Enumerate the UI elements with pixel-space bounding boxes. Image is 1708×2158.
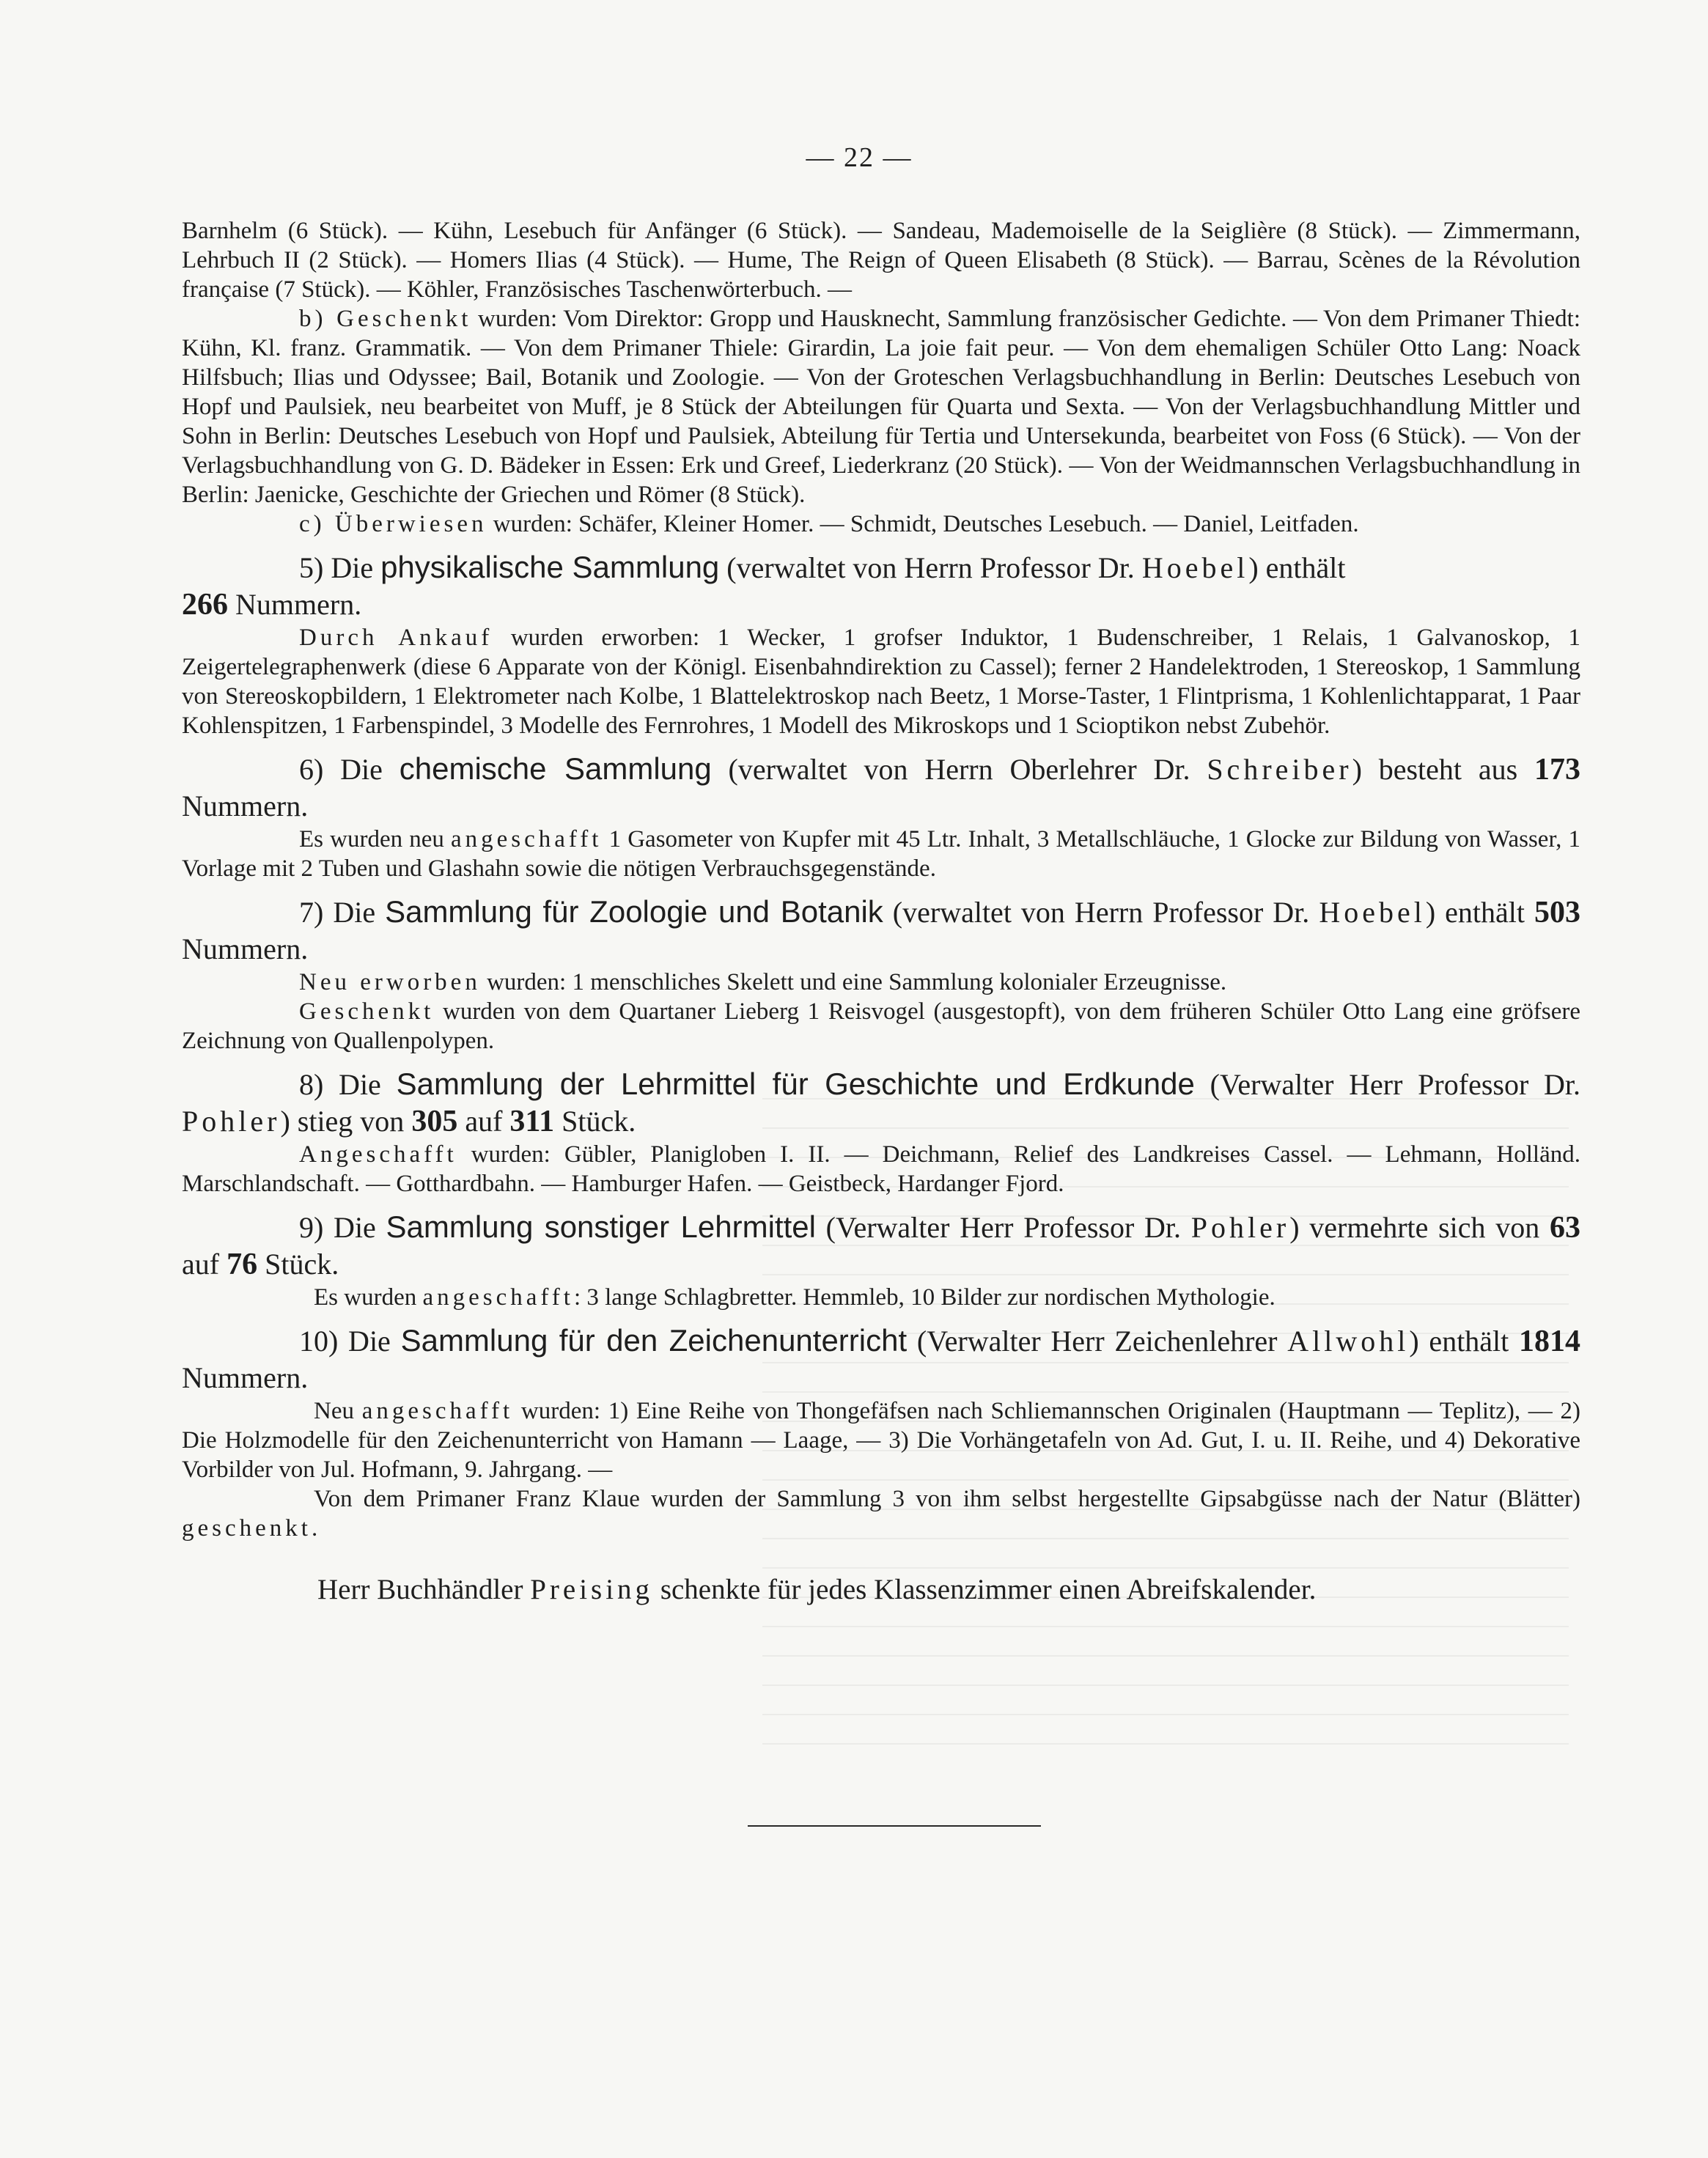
- section-text: (verwaltet von Herrn Oberlehrer Dr.: [711, 753, 1207, 786]
- physics-purchases-text: wurden erworben: 1 Wecker, 1 grofser Induktor, 1 Budenschreiber, 1 Relais, 1 Galvanoskop, 1 Zeigertelegraphenwerk (diese 6 Apparate von der Königl. Eisenbahndirektion zu Cassel); ferner 2 Handelektroden, 1 Stereoskop, 1 Sammlung von Stereoskopbildern, 1 Elektrometer nach Kolbe, 1 Blattelektroskop nach Beetz, 1 Morse-Taster, 1 Flintprisma, 1 Kohlenlichtapparat, 1 Paar Kohlenspitzen, 1 Farbenspindel, 3 Modelle des Fernrohres, 1 Modell des Mikroskops und 1 Scioptikon nebst Zubehör.: [182, 625, 1580, 739]
- transfers-text: wurden: Schäfer, Kleiner Homer. — Schmidt, Deutsches Lesebuch. — Daniel, Leitfaden.: [487, 511, 1359, 537]
- section-text: auf: [182, 1248, 227, 1281]
- drawing-purchases-text: wurden: 1) Eine Reihe von Thongefäfsen nach Schliemannschen Originalen (Hauptmann — Teplitz), — 2) Die Holzmodelle für den Zeichenunterricht von Hamann — Laage, — 3) Die Vorhängetafeln von Ad. Gut, I. u. II. Reihe, und 4) Dekorative Vorbilder von Jul. Hofmann, 9. Jahrgang. —: [182, 1398, 1580, 1483]
- page-number: — 22 —: [806, 142, 913, 173]
- count-from: 305: [411, 1105, 458, 1138]
- section-text: Nummern.: [182, 1361, 309, 1394]
- chemistry-text-lead: Es wurden neu: [299, 826, 451, 852]
- purchase-label: angeschafft: [422, 1284, 574, 1311]
- paragraph-transfers: [182, 509, 1580, 539]
- item-count: 266: [182, 588, 228, 622]
- document-page: [182, 143, 1580, 1608]
- section-text: Stück.: [554, 1105, 636, 1138]
- section-title: chemische Sammlung: [399, 751, 712, 786]
- section-text: Nummern.: [182, 789, 309, 822]
- paragraph-drawing-purchases: [182, 1396, 1580, 1484]
- paragraph-zoology-gifts: [182, 997, 1580, 1056]
- section-text: (Verwalter Herr Professor Dr.: [815, 1211, 1191, 1244]
- section-number: 8) Die: [299, 1068, 381, 1101]
- closing-text: schenkte für jedes Klassenzimmer einen Abreifskalender.: [653, 1574, 1317, 1605]
- section-title: Sammlung der Lehrmittel für Geschichte und Erdkunde: [396, 1067, 1195, 1101]
- section-text: ) stieg von: [280, 1105, 412, 1138]
- section-text: ) enthält: [1425, 896, 1534, 929]
- paragraph-misc-purchases: [182, 1283, 1580, 1312]
- curator-name: Pohler: [1190, 1211, 1290, 1244]
- curator-name: Pohler: [182, 1105, 281, 1138]
- gifts-label: geschenkt: [182, 1515, 312, 1542]
- section-number: 6) Die: [299, 753, 383, 786]
- closing-sentence: [182, 1572, 1580, 1608]
- curator-name: Hoebel: [1319, 896, 1426, 929]
- section-title: Sammlung sonstiger Lehrmittel: [386, 1209, 816, 1244]
- donor-name: Preising: [530, 1574, 654, 1605]
- chemistry-purchases-text: 1 Gasometer von Kupfer mit 45 Ltr. Inhalt, 3 Metallschläuche, 1 Glocke zur Bildung von Wasser, 1 Vorlage mit 2 Tuben und Glashahn sowie die nötigen Verbrauchsgegenstände.: [182, 826, 1580, 882]
- paragraph-chemistry-purchases: [182, 825, 1580, 883]
- purchase-label: angeschafft: [361, 1398, 514, 1424]
- section-number: 9) Die: [299, 1211, 376, 1244]
- section-title: Sammlung für Zoologie und Botanik: [385, 894, 883, 929]
- section-text: (verwaltet von Herrn Professor Dr.: [883, 896, 1319, 929]
- section-heading-9: [182, 1209, 1580, 1283]
- section-number: 10) Die: [299, 1325, 391, 1358]
- section-text: Nummern.: [182, 932, 309, 965]
- count-from: 63: [1550, 1211, 1581, 1245]
- paragraph-gifts: [182, 304, 1580, 509]
- paragraph-drawing-gifts: [182, 1484, 1580, 1543]
- book-list-text: Barnhelm (6 Stück). — Kühn, Lesebuch für Anfänger (6 Stück). — Sandeau, Mademoiselle de la Seiglière (8 Stück). — Zimmermann, Lehrbuch II (2 Stück). — Homers Ilias (4 Stück). — Hume, The Reign of Queen Elisabeth (8 Stück). — Barrau, Scènes de la Révolution française (7 Stück). — Köhler, Französisches Taschenwörterbuch. —: [182, 218, 1580, 303]
- curator-name: Schreiber: [1207, 753, 1352, 786]
- paragraph-history-purchases: [182, 1140, 1580, 1198]
- section-text: (verwaltet von Herrn Professor Dr.: [719, 551, 1142, 584]
- gifts-text: wurden: Vom Direktor: Gropp und Hausknecht, Sammlung französischer Gedichte. — Von dem Primaner Thiedt: Kühn, Kl. franz. Grammatik. — Von dem Primaner Thiele: Girardin, La joie fait peur. — Von dem ehemaligen Schüler Otto Lang: Noack Hilfsbuch; Ilias und Odyssee; Bail, Botanik und Zoologie. — Von der Groteschen Verlagsbuchhandlung in Berlin: Deutsches Lesebuch von Hopf und Paulsiek, neu bearbeitet von Muff, je 8 Stück der Abteilungen für Quarta und Sexta. — Von der Verlagsbuchhandlung Mittler und Sohn in Berlin: Deutsches Lesebuch von Hopf und Paulsiek, Abteilung für Tertia und Untersekunda, bearbeitet von Foss (6 Stück). — Von der Verlagsbuchhandlung von G. D. Bädeker in Essen: Erk und Greef, Liederkranz (20 Stück). — Von der Weidmannschen Verlagsbuchhandlung in Berlin: Jaenicke, Geschichte der Griechen und Römer (8 Stück).: [182, 306, 1580, 508]
- section-text: ) enthält: [1409, 1325, 1520, 1358]
- closing-text: Herr Buchhändler: [317, 1574, 531, 1605]
- drawing-gifts-end: .: [311, 1515, 318, 1542]
- purchase-label: Durch Ankauf: [299, 625, 493, 651]
- drawing-gifts-text: Von dem Primaner Franz Klaue wurden der Sammlung 3 von ihm selbst hergestellte Gipsabgüsse nach der Natur (Blätter): [314, 1486, 1580, 1512]
- section-text: (Verwalter Herr Professor Dr.: [1194, 1068, 1581, 1101]
- section-heading-7: [182, 894, 1580, 968]
- purchase-label: angeschafft: [450, 826, 603, 852]
- paragraph-book-list: [182, 216, 1580, 304]
- section-heading-6: [182, 751, 1580, 825]
- section-text: ) besteht aus: [1352, 753, 1534, 786]
- paragraph-physics-purchases: [182, 623, 1580, 740]
- count-to: 311: [509, 1105, 555, 1138]
- item-count: 503: [1534, 896, 1580, 929]
- acquired-label: Neu erworben: [299, 969, 481, 995]
- section-text: ) enthält: [1248, 551, 1346, 584]
- section-heading-8: [182, 1066, 1580, 1140]
- zoology-gifts-text: wurden von dem Quartaner Lieberg 1 Reisvogel (ausgestopft), von dem früheren Schüler Otto Lang eine gröfsere Zeichnung von Quallenpolypen.: [182, 998, 1580, 1054]
- section-title: physikalische Sammlung: [380, 550, 720, 584]
- gifts-label: b) Geschenkt: [299, 306, 472, 332]
- section-text: auf: [457, 1105, 510, 1138]
- item-count: 1814: [1519, 1325, 1581, 1358]
- purchase-label: Angeschafft: [299, 1141, 457, 1168]
- closing-rule-divider: [748, 1825, 1041, 1827]
- transfers-label: c) Überwiesen: [299, 511, 487, 537]
- zoology-acquired-text: wurden: 1 menschliches Skelett und eine Sammlung kolonialer Erzeugnisse.: [480, 969, 1227, 995]
- section-heading-10: [182, 1322, 1580, 1396]
- history-purchases-text: wurden: Gübler, Planigloben I. II. — Deichmann, Relief des Landkreises Cassel. — Lehmann, Holländ. Marschlandschaft. — Gotthardbahn. — Hamburger Hafen. — Geistbeck, Hardanger Fjord.: [182, 1141, 1580, 1197]
- curator-name: Allwohl: [1287, 1325, 1410, 1358]
- section-number: 5) Die: [299, 551, 374, 584]
- misc-text-lead: Es wurden: [314, 1284, 423, 1311]
- curator-name: Hoebel: [1141, 551, 1249, 584]
- section-text: (Verwalter Herr Zeichenlehrer: [907, 1325, 1288, 1358]
- section-number: 7) Die: [299, 896, 376, 929]
- misc-purchases-text: : 3 lange Schlagbretter. Hemmleb, 10 Bilder zur nordischen Mythologie.: [573, 1284, 1276, 1311]
- item-count: 173: [1534, 753, 1580, 787]
- paragraph-zoology-acquired: [182, 968, 1580, 997]
- section-text: Stück.: [257, 1248, 339, 1281]
- drawing-text-lead: Neu: [314, 1398, 362, 1424]
- section-text: Nummern.: [228, 588, 362, 621]
- section-title: Sammlung für den Zeichenunterricht: [400, 1323, 908, 1358]
- section-text: ) vermehrte sich von: [1289, 1211, 1550, 1244]
- section-heading-5: [182, 549, 1580, 623]
- count-to: 76: [227, 1248, 258, 1281]
- gifts-label: Geschenkt: [299, 998, 435, 1025]
